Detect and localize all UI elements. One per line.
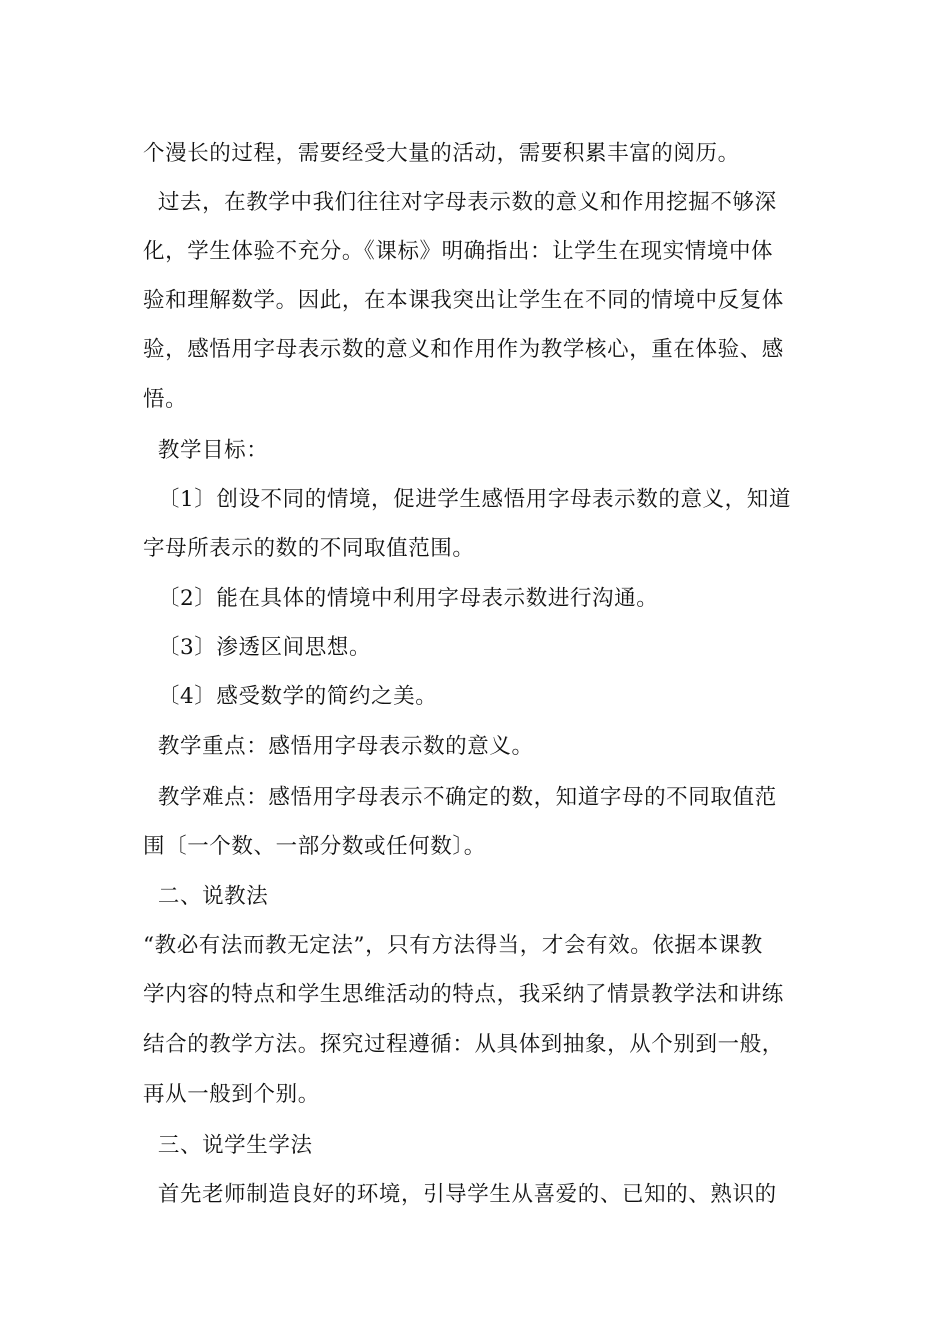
text-line: 验，感悟用字母表示数的意义和作用作为教学核心，重在体验、感 (143, 337, 784, 362)
text-line: 悟。 (143, 387, 188, 412)
text-line: 首先老师制造良好的环境，引导学生从喜爱的、已知的、熟识的 (143, 1182, 777, 1207)
text-line: “教必有法而教无定法”，只有方法得当，才会有效。依据本课教 (143, 933, 763, 958)
section-heading: 教学目标： (143, 438, 269, 463)
text-line: 化，学生体验不充分。《课标》明确指出：让学生在现实情境中体 (143, 239, 774, 264)
text-line: 验和理解数学。因此，在本课我突出让学生在不同的情境中反复体 (143, 288, 784, 313)
text-line: 结合的教学方法。探究过程遵循：从具体到抽象，从个别到一般， (143, 1032, 784, 1057)
text-line: 个漫长的过程，需要经受大量的活动，需要积累丰富的阅历。 (143, 141, 740, 166)
text-line: 再从一般到个别。 (143, 1082, 320, 1107)
text-line: 过去，在教学中我们往往对字母表示数的意义和作用挖掘不够深 (143, 190, 777, 215)
text-line: 教学重点：感悟用字母表示数的意义。 (143, 734, 534, 759)
text-line: 学内容的特点和学生思维活动的特点，我采纳了情景教学法和讲练 (143, 982, 784, 1007)
text-line: 〔2〕能在具体的情境中利用字母表示数进行沟通。 (143, 586, 659, 611)
section-heading: 三、说学生学法 (143, 1133, 313, 1158)
section-heading: 二、说教法 (143, 884, 269, 909)
text-line: 〔4〕感受数学的简约之美。 (143, 684, 438, 709)
text-line: 字母所表示的数的不同取值范围。 (143, 536, 475, 561)
text-line: 教学难点：感悟用字母表示不确定的数，知道字母的不同取值范 (143, 785, 777, 810)
text-line: 〔3〕渗透区间思想。 (143, 635, 372, 660)
text-line: 围〔一个数、一部分数或任何数〕。 (143, 834, 486, 859)
text-line: 〔1〕创设不同的情境，促进学生感悟用字母表示数的意义，知道 (143, 487, 791, 512)
